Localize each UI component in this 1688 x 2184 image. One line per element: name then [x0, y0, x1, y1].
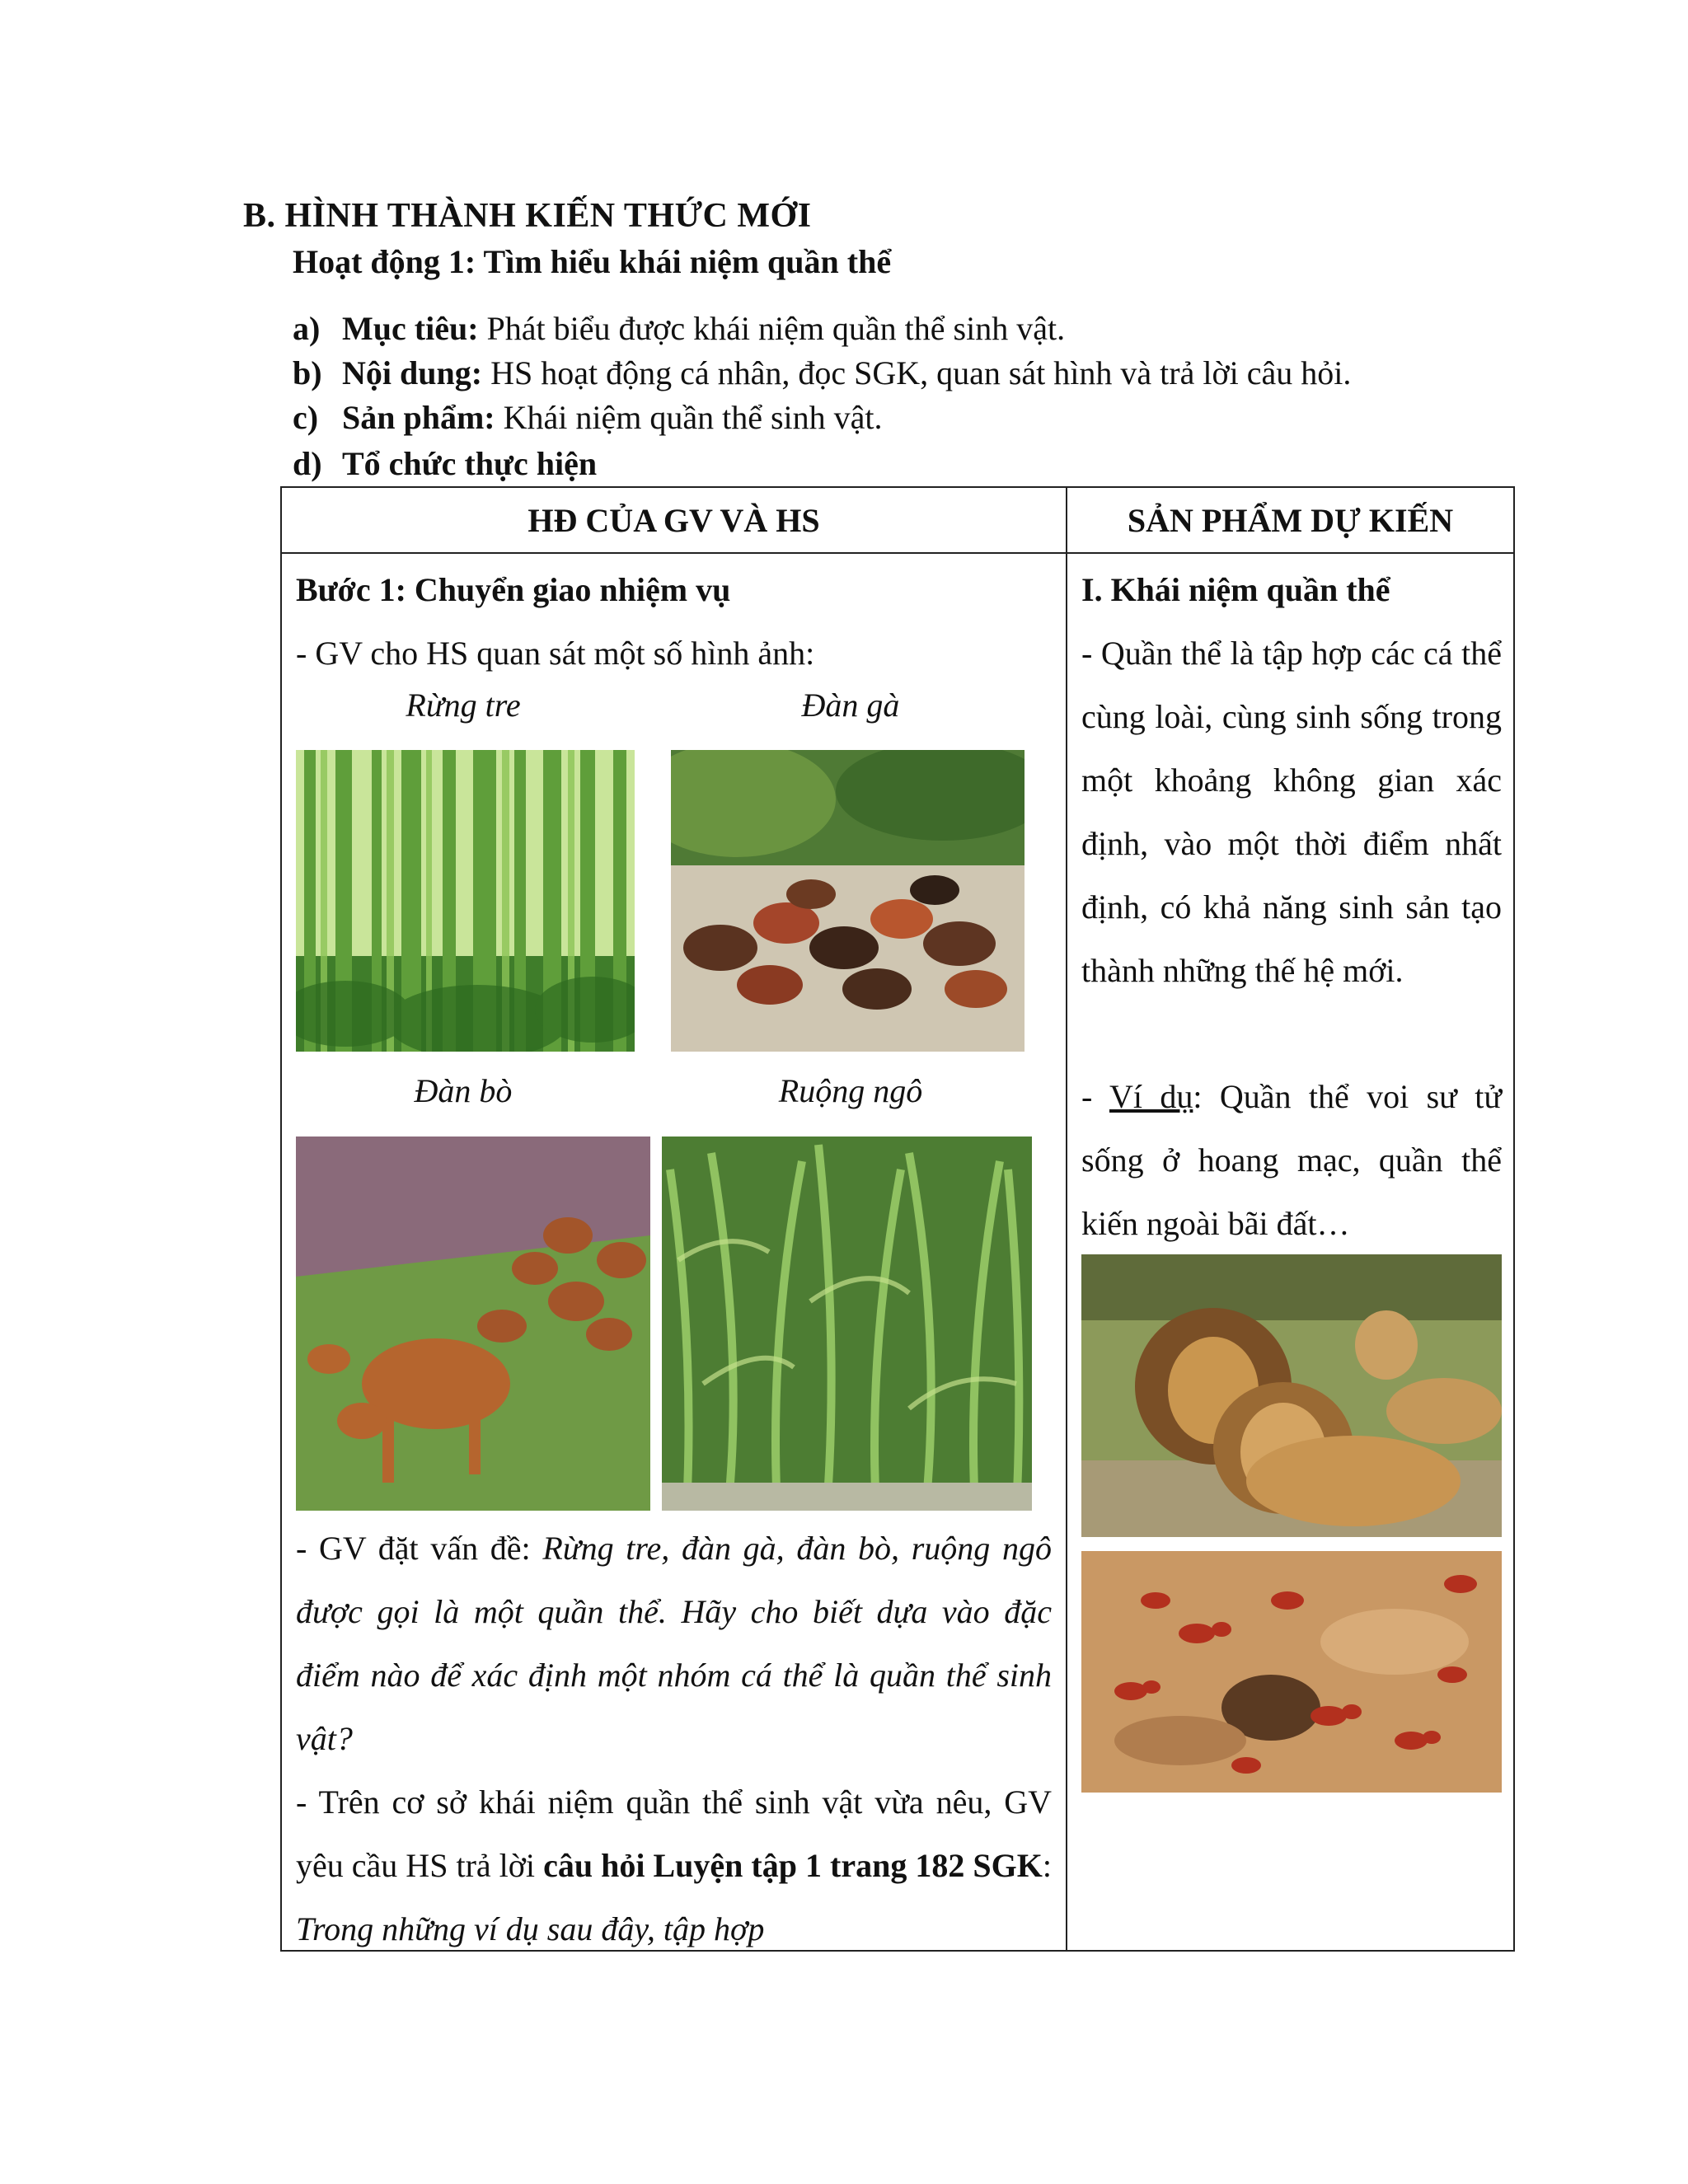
cattle-herd-image: [296, 1137, 650, 1511]
right-cell: [1067, 553, 1514, 1951]
task-text: [296, 1770, 1052, 1961]
problem-text: [296, 1516, 1052, 1770]
list-item-organization: [293, 444, 597, 484]
example-prefix: -: [1081, 1078, 1109, 1115]
list-key: Mục tiêu:: [342, 310, 479, 347]
example-body: : Quần thể voi sư tử sống ở hoang mạc, quần thể kiến ngoài bãi đất…: [1081, 1078, 1502, 1242]
list-label: b): [293, 354, 322, 391]
step-title: Bước 1: Chuyển giao nhiệm vụ: [296, 571, 731, 608]
problem-question: Rừng tre, đàn gà, đàn bò, ruộng ngô được gọi là một quần thể. Hãy cho biết dựa vào đặc điểm nào để xác định một nhóm cá thể là quần thể sinh vật?: [296, 1530, 1053, 1757]
concept-heading: I. Khái niệm quần thể: [1081, 571, 1390, 608]
list-item-content: [293, 354, 1351, 393]
table-row: [281, 553, 1514, 1951]
left-cell: [281, 553, 1067, 1951]
list-item-objective: [293, 309, 1065, 349]
caption-corn-field: Ruộng ngô: [778, 1072, 923, 1109]
definition-text: - Quần thể là tập hợp các cá thể cùng loài, cùng sinh sống trong một khoảng không gian xác định, vào một thời điểm nhất định, có khả năng sinh sản tạo thành những thế hệ mới.: [1081, 635, 1502, 989]
list-text: Phát biểu được khái niệm quần thể sinh vật.: [478, 310, 1066, 347]
list-key: Nội dung:: [342, 354, 483, 391]
bamboo-forest-image: [296, 750, 635, 1052]
corn-field-image: [662, 1137, 1032, 1511]
table-header-teacher-student: HĐ CỦA GV VÀ HS: [281, 487, 1067, 553]
list-text: Khái niệm quần thể sinh vật.: [495, 399, 883, 436]
list-key: Sản phẩm:: [342, 399, 495, 436]
activity-table: [280, 486, 1515, 1952]
intro-text: - GV cho HS quan sát một số hình ảnh:: [296, 635, 815, 672]
table-header-row: [281, 487, 1514, 553]
activity-title: Hoạt động 1: Tìm hiểu khái niệm quần thể: [293, 243, 892, 280]
list-key: Tổ chức thực hiện: [342, 445, 598, 482]
list-label: a): [293, 310, 321, 347]
example-label: Ví dụ: [1109, 1078, 1193, 1115]
list-label: d): [293, 445, 322, 482]
task-question: Trong những ví dụ sau đây, tập hợp: [296, 1910, 765, 1947]
ants-image: [1081, 1551, 1502, 1793]
caption-chickens: Đàn gà: [801, 687, 900, 724]
task-colon: :: [1042, 1847, 1052, 1884]
example-text: [1081, 1065, 1502, 1255]
task-reference: câu hỏi Luyện tập 1 trang 182 SGK: [543, 1847, 1043, 1884]
caption-bamboo: Rừng tre: [406, 687, 521, 724]
task-prefix: - Trên cơ sở khái niệm quần thể sinh vật vừa nêu, GV yêu cầu HS trả lời: [296, 1783, 1052, 1884]
section-title: B. HÌNH THÀNH KIẾN THỨC MỚI: [243, 197, 812, 235]
caption-cattle: Đàn bò: [414, 1072, 513, 1109]
lions-image: [1081, 1254, 1502, 1537]
table-header-expected-product: SẢN PHẨM DỰ KIẾN: [1067, 487, 1514, 553]
problem-prefix: - GV đặt vấn đề:: [296, 1530, 543, 1567]
list-item-product: [293, 398, 883, 438]
list-text: HS hoạt động cá nhân, đọc SGK, quan sát hình và trả lời câu hỏi.: [482, 354, 1352, 391]
chickens-image: [671, 750, 1025, 1052]
list-label: c): [293, 399, 319, 436]
